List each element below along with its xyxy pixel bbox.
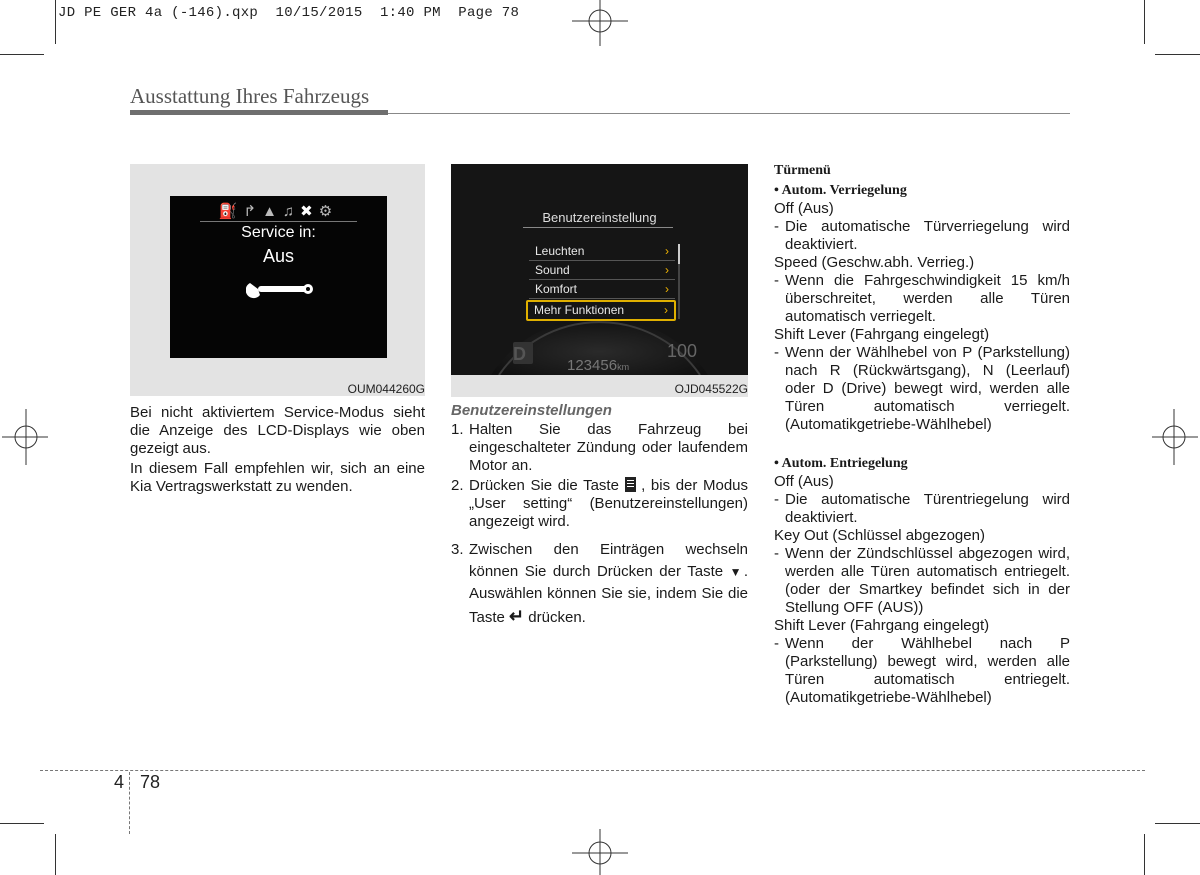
- option-description: - Wenn die Fahrgeschwindigkeit 15 km/h überschreitet, werden alle Türen automatisch verriegelt.: [774, 272, 1070, 325]
- description-text: Wenn die Fahrgeschwindigkeit 15 km/h überschreitet, werden alle Türen automatisch verriegelt.: [785, 272, 1070, 325]
- speed-value: 100: [667, 341, 698, 361]
- footer-rule: [40, 770, 1145, 771]
- enter-icon: ↵: [509, 606, 525, 626]
- service-value: Aus: [262, 246, 295, 266]
- workshop-note: In diesem Fall empfehlen wir, sich an eine Kia Vertragswerkstatt zu wenden.: [130, 460, 425, 495]
- step-text: Zwischen den Einträgen wechseln können Sie durch Drücken der Taste: [469, 541, 748, 580]
- step-text: Halten Sie das Fahrzeug bei eingeschalteter Zündung oder laufendem Motor an.: [469, 421, 748, 474]
- lcd-screen: [170, 196, 387, 358]
- chevron-right-icon: ›: [665, 263, 669, 277]
- odometer-unit: km: [617, 362, 630, 372]
- option-description: - Wenn der Zündschlüssel abgezogen wird, werden alle Türen automatisch entriegelt. (oder der Smartkey befindet sich in der Stellung OFF (AUS)): [774, 545, 1070, 616]
- chapter-number: 4: [114, 772, 125, 792]
- description-text: Wenn der Zündschlüssel abgezogen wird, werden alle Türen automatisch entriegelt. (oder der Smartkey befindet sich in der Stellung OFF (AUS)): [785, 545, 1070, 616]
- down-arrow-icon: ▼: [729, 565, 744, 579]
- gear-indicator: D: [513, 344, 526, 364]
- chevron-right-icon: ›: [665, 282, 669, 296]
- wrench-icon: ✖: [300, 203, 319, 220]
- chevron-right-icon: ›: [665, 244, 669, 258]
- arrow-turn-icon: ↱: [243, 203, 263, 220]
- description-text: Wenn der Wählhebel nach P (Parkstellung) bewegt wird, werden alle Türen automatisch entriegelt. (Automatikgetriebe-Wählhebel): [785, 635, 1070, 706]
- title-bar: [130, 110, 388, 115]
- step-number: 1.: [451, 421, 464, 438]
- description-text: Wenn der Wählhebel von P (Parkstellung) nach R (Rückwärtsgang), N (Leerlauf) oder D (Drive) bewegt wird, werden alle Türen automatisch verriegelt. (Automatikgetriebe-Wählhebel): [785, 344, 1070, 433]
- step-2: [451, 477, 748, 531]
- wrench-icon: [246, 279, 316, 299]
- option-description: - Die automatische Türverriegelung wird deaktiviert.: [774, 218, 1070, 253]
- footer-divider: [129, 772, 130, 834]
- title-rule: [388, 113, 1070, 114]
- crop-mark: [1144, 834, 1145, 875]
- user-settings-heading: Benutzereinstellungen: [451, 402, 612, 419]
- menu-item-sound: [529, 262, 675, 280]
- column-1: [130, 404, 425, 496]
- music-icon: ♫: [282, 203, 301, 220]
- odometer-value: 123456: [567, 357, 618, 374]
- gear-icon: ⚙: [318, 203, 339, 220]
- print-header: JD PE GER 4a (-146).qxp 10/15/2015 1:40 PM Page 78: [58, 5, 520, 21]
- crop-mark: [1155, 823, 1200, 824]
- lcd-icon-row: [170, 202, 387, 220]
- page-number: [114, 772, 161, 793]
- option-label: Speed (Geschw.abh. Verrieg.): [774, 254, 975, 271]
- fuel-icon: ⛽: [218, 203, 244, 220]
- page-number-value: 78: [140, 772, 161, 792]
- step-text: drücken.: [528, 609, 586, 626]
- menu-item-label: Sound: [535, 263, 570, 277]
- crop-mark: [55, 834, 56, 875]
- figure-service-display: [130, 164, 425, 396]
- step-number: 2.: [451, 477, 464, 494]
- auto-unlock-heading: • Autom. Entriegelung: [774, 456, 908, 471]
- service-label: Service in:: [241, 224, 316, 241]
- chevron-right-icon: ›: [664, 303, 668, 317]
- crop-mark: [0, 823, 44, 824]
- figure-code: OUM044260G: [347, 382, 425, 396]
- menu-item-label: Leuchten: [535, 244, 585, 258]
- crop-mark: [55, 0, 56, 44]
- odometer: [567, 357, 629, 374]
- menu-item-label: Komfort: [535, 282, 578, 296]
- menu-divider: [523, 227, 673, 229]
- section-title: Ausstattung Ihres Fahrzeugs: [130, 84, 370, 108]
- step-1: [451, 421, 748, 475]
- menu-scrollbar: [678, 244, 680, 319]
- menu-item-mehr-funktionen: [526, 300, 676, 321]
- column-3: [774, 162, 1070, 707]
- registration-mark-top: [568, 0, 632, 48]
- menu-item-label: Mehr Funktionen: [534, 303, 625, 317]
- door-menu-heading: Türmenü: [774, 163, 831, 178]
- menu-title: Benutzereinstellung: [542, 210, 657, 225]
- menu-item-leuchten: [529, 243, 675, 261]
- registration-mark-right: [1152, 405, 1200, 469]
- crop-mark: [1155, 54, 1200, 55]
- lcd-divider: [200, 221, 357, 222]
- road-icon: ▲: [262, 203, 283, 220]
- column-2: [451, 402, 748, 629]
- description-text: Die automatische Türentriegelung wird deaktiviert.: [785, 491, 1070, 526]
- option-label: Off (Aus): [774, 200, 834, 217]
- step-text: . Auswählen können Sie sie, indem Sie die Taste: [469, 563, 748, 626]
- menu-item-komfort: [529, 281, 675, 299]
- step-number: 3.: [451, 541, 464, 558]
- option-description: - Wenn der Wählhebel nach P (Parkstellung) bewegt wird, werden alle Türen automatisch entriegelt. (Automatikgetriebe-Wählhebel): [774, 635, 1070, 706]
- registration-mark-left: [0, 405, 48, 469]
- figure-code: OJD045522G: [674, 382, 748, 396]
- crop-mark: [1144, 0, 1145, 44]
- option-description: - Die automatische Türentriegelung wird deaktiviert.: [774, 491, 1070, 526]
- option-description: - Wenn der Wählhebel von P (Parkstellung) nach R (Rückwärtsgang), N (Leerlauf) oder D (Drive) bewegt wird, werden alle Türen automatisch verriegelt. (Automatikgetriebe-Wählhebel): [774, 344, 1070, 433]
- option-label: Shift Lever (Fahrgang eingelegt): [774, 617, 990, 634]
- menu-button-icon: [625, 477, 636, 492]
- description-text: Die automatische Türverriegelung wird deaktiviert.: [785, 218, 1070, 253]
- service-note: Bei nicht aktiviertem Service-Modus sieht die Anzeige des LCD-Displays wie oben gezeigt aus.: [130, 404, 425, 457]
- option-label: Shift Lever (Fahrgang eingelegt): [774, 326, 990, 343]
- step-text: , bis der Modus „User setting“ (Benutzereinstellungen) angezeigt wird.: [469, 477, 749, 530]
- registration-mark-bottom: [568, 827, 632, 875]
- auto-lock-heading: • Autom. Verriegelung: [774, 183, 907, 198]
- step-3: [451, 539, 748, 629]
- option-label: Off (Aus): [774, 473, 834, 490]
- option-label: Key Out (Schlüssel abgezogen): [774, 527, 985, 544]
- crop-mark: [0, 54, 44, 55]
- figure-user-settings: [451, 164, 748, 397]
- step-text: Drücken Sie die Taste: [469, 477, 619, 494]
